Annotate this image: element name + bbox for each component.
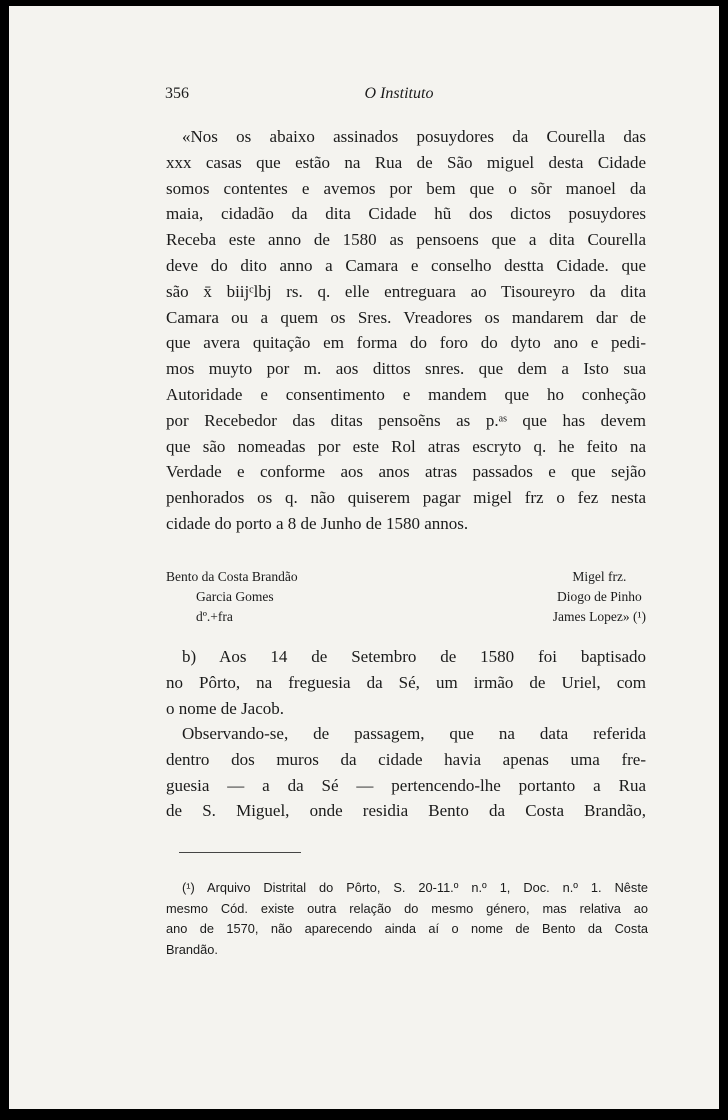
text-line: de S. Miguel, onde residia Bento da Costa Brandão, — [166, 801, 646, 821]
paragraph-observation — [166, 721, 646, 824]
signature: Migel frz. — [572, 569, 627, 584]
signature: Bento da Costa Brandão — [166, 569, 298, 584]
text-line: que são nomeadas por este Rol atras escryto q. he feito na — [166, 436, 646, 456]
signatures-right — [553, 567, 646, 627]
text-line: o nome de Jacob. — [166, 698, 285, 718]
text-line: no Pôrto, na freguesia da Sé, um irmão de Uriel, com — [166, 672, 646, 692]
document-transcription — [166, 124, 646, 537]
signature: dº.+fra — [196, 609, 233, 624]
footnote-line: (¹) Arquivo Distrital do Pôrto, S. 20-11.º n.º 1, Doc. n.º 1. Nêste — [182, 880, 648, 895]
footnote-line: mesmo Cód. existe outra relação do mesmo género, mas relativa ao — [166, 900, 648, 916]
page-number: 356 — [165, 85, 189, 102]
text-line: Receba este anno de 1580 as pensoens que a dita Courella — [166, 230, 646, 250]
book-page — [9, 6, 719, 1109]
paragraph-b — [166, 644, 646, 721]
running-title: O Instituto — [364, 85, 434, 102]
footnote-line: Brandão. — [166, 941, 218, 957]
text-line: deve do dito anno a Camara e conselho destta Cidade. que — [166, 255, 646, 275]
text-line: Verdade e conforme aos anos atras passados e que sejão — [166, 462, 646, 482]
signature: Garcia Gomes — [196, 589, 274, 604]
text-line: «Nos os abaixo assinados posuydores da Courella das — [182, 127, 646, 146]
running-header — [9, 85, 719, 107]
footnote-divider — [179, 852, 301, 853]
text-line: que avera quitação em forma do foro do dyto ano e pedi- — [166, 333, 646, 353]
text-line: mos muyto por m. aos dittos snres. que dem a Isto sua — [166, 359, 646, 379]
footnote — [166, 878, 648, 960]
signature: James Lopez» (¹) — [552, 609, 646, 624]
text-line: Autoridade e consentimento e mandem que ho conheção — [166, 384, 646, 404]
text-line: por Recebedor das ditas pensoẽns as p.ᵃˢ que has devem — [166, 410, 646, 430]
text-line: b) Aos 14 de Setembro de 1580 foi baptisado — [182, 647, 646, 666]
text-line: maia, cidadão da dita Cidade hũ dos dictos posuydores — [166, 204, 646, 224]
text-line: guesia — a da Sé — pertencendo-lhe portanto a Rua — [166, 775, 646, 795]
footnote-line: ano de 1570, não aparecendo ainda aí o nome de Bento da Costa — [166, 921, 648, 936]
text-line: Observando-se, de passagem, que na data referida — [182, 724, 646, 743]
text-line: dentro dos muros da cidade havia apenas uma fre- — [166, 749, 646, 769]
text-line: Camara ou a quem os Sres. Vreadores os mandarem dar de — [166, 307, 646, 327]
text-line: xxx casas que estão na Rua de São miguel desta Cidade — [166, 152, 646, 172]
text-line: somos contentes e avemos por bem que o sõr manoel da — [166, 178, 646, 198]
signatures-left — [166, 567, 298, 627]
signature: Diogo de Pinho — [556, 589, 642, 604]
text-line: penhorados os q. não quiserem pagar migel frz o fez nesta — [166, 488, 646, 508]
text-line: são x̄ biijᶜlbj rs. q. elle entreguara ao Tisoureyro da dita — [166, 281, 646, 301]
text-line: cidade do porto a 8 de Junho de 1580 annos. — [166, 513, 469, 533]
